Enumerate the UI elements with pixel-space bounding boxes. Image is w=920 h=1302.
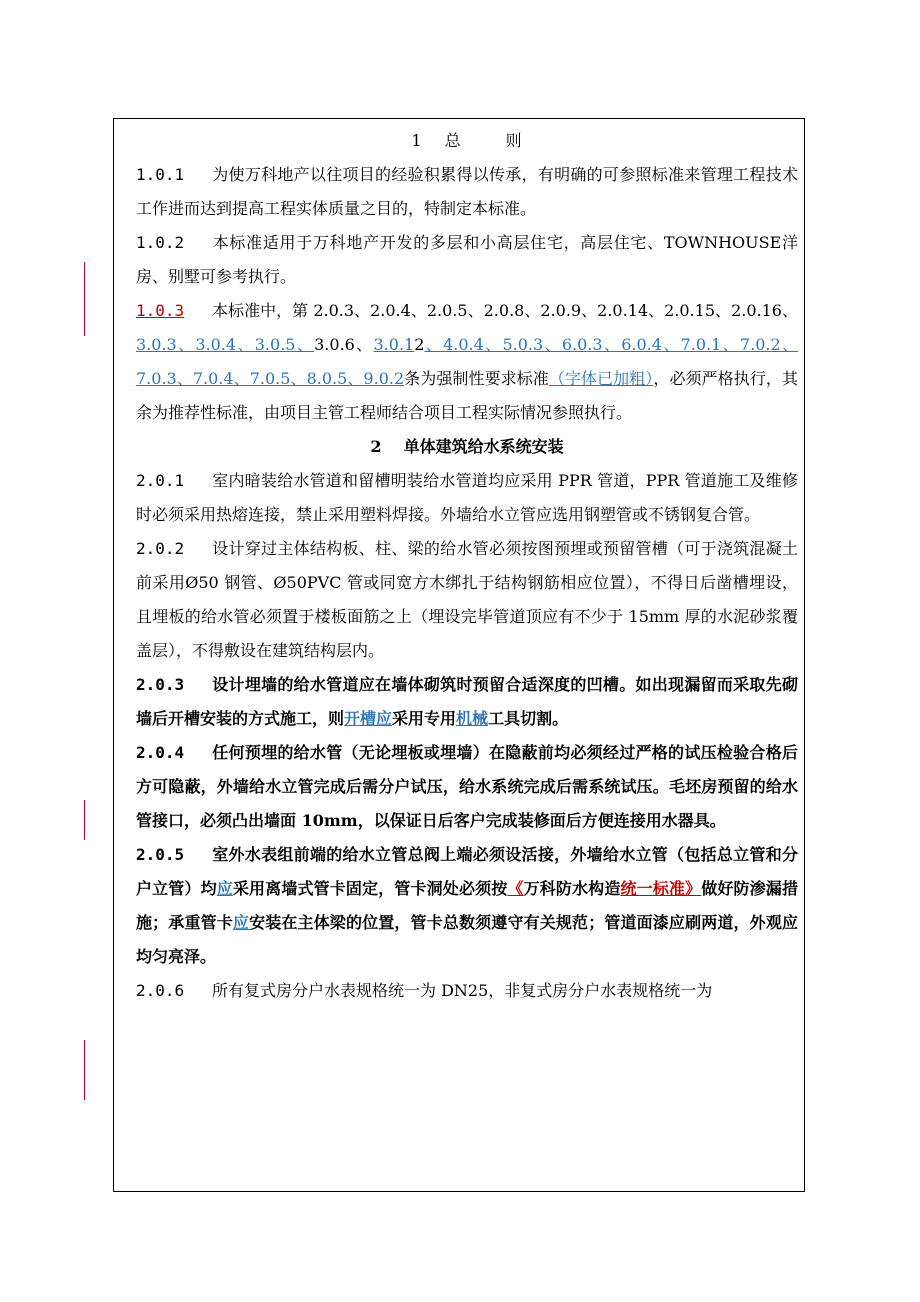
tracked-link[interactable]: 3.0.3、3.0.4、3.0.5、 xyxy=(136,335,315,354)
clause-1-0-1 xyxy=(136,158,798,226)
clause-2-0-3: 2.0.3 设计埋墙的给水管道应在墙体砌筑时预留合适深度的凹槽。如出现漏留而采取先砌墙后开槽安装的方式施工，则开槽应采用专用机械工具切割。 xyxy=(136,668,798,736)
clause-number: 1.0.1 xyxy=(136,165,185,184)
clause-text: 为使万科地产以往项目的经验积累得以传承，有明确的可参照标准来管理工程技术工作进而达到提高工程实体质量之目的，特制定本标准。 xyxy=(136,165,798,218)
tracked-link[interactable]: 应 xyxy=(216,879,233,898)
clause-text: 设计穿过主体结构板、柱、梁的给水管必须按图预埋或预留管槽（可于浇筑混凝土前采用Ø50 钢管、Ø50PVC 管或同宽方木绑扎于结构钢筋相应位置），不得日后凿槽埋设，且埋板的给水管必须置于楼板面筋之上（埋设完毕管道顶应有不少于 15mm 厚的水泥砂浆覆盖层），不得敷设在建筑结构层内。 xyxy=(136,539,798,660)
revision-bar xyxy=(84,262,85,336)
tracked-link[interactable]: 3.0.1 xyxy=(373,335,415,354)
clause-text: 本标准适用于万科地产开发的多层和小高层住宅，高层住宅、TOWNHOUSE洋房、别墅可参考执行。 xyxy=(136,233,798,286)
clause-text: 任何预埋的给水管（无论埋板或埋墙）在隐蔽前均必须经过严格的试压检验合格后方可隐蔽，外墙给水立管完成后需分户试压，给水系统完成后需系统试压。毛坯房预留的给水管接口，必须凸出墙面 10mm，以保证日后客户完成装修面后方便连接用水器具。 xyxy=(136,743,798,830)
tracked-link[interactable]: 开槽应 xyxy=(344,709,393,728)
clause-number: 2.0.4 xyxy=(136,743,185,762)
tracked-change[interactable]: 《 xyxy=(507,879,524,898)
clause-number: 2.0.3 xyxy=(136,675,185,694)
clause-2-0-6 xyxy=(136,974,798,1008)
tracked-link[interactable]: 、4.0.4、5.0.3、6.0.3、6.0.4、7.0.1、7.0.2、7.0.3、7.0.4、7.0.5、8.0.5、9.0.2 xyxy=(136,335,798,388)
revision-bar xyxy=(84,1040,85,1100)
section-2-title: 2 单体建筑给水系统安装 xyxy=(370,437,564,456)
clause-number: 2.0.6 xyxy=(136,981,185,1000)
clause-number: 2.0.2 xyxy=(136,539,185,558)
tracked-change[interactable]: 统一标准》 xyxy=(620,879,702,898)
clause-text: 所有复式房分户水表规格统一为 DN25，非复式房分户水表规格统一为 xyxy=(212,981,713,1000)
clause-2-0-2 xyxy=(136,532,798,668)
tracked-link[interactable]: 应 xyxy=(232,913,250,932)
tracked-link[interactable]: 机械 xyxy=(456,709,489,728)
clause-2-0-4 xyxy=(136,736,798,838)
clause-number: 2.0.1 xyxy=(136,471,185,490)
clause-2-0-1 xyxy=(136,464,798,532)
clause-1-0-2 xyxy=(136,226,798,294)
clause-number: 1.0.2 xyxy=(136,233,185,252)
clause-1-0-3: 1.0.3 本标准中，第 2.0.3、2.0.4、2.0.5、2.0.8、2.0.9、2.0.14、2.0.15、2.0.16、3.0.3、3.0.4、3.0.5、3.0.6、3.0.12、4.0.4、5.0.3、6.0.3、6.0.4、7.0.1、7.0.2、7.0.3、7.0.4、7.0.5、8.0.5、9.0.2条为强制性要求标准（字体已加粗），必须严格执行，其余为推荐性标准，由项目主管工程师结合项目工程实际情况参照执行。 xyxy=(136,294,798,430)
clause-number: 2.0.5 xyxy=(136,845,185,864)
clause-text: 室内暗装给水管道和留槽明装给水管道均应采用 PPR 管道，PPR 管道施工及维修时必须采用热熔连接，禁止采用塑料焊接。外墙给水立管应选用钢塑管或不锈钢复合管。 xyxy=(136,471,798,524)
section-1-title: 1 总 则 xyxy=(411,131,523,150)
tracked-link[interactable]: （字体已加粗） xyxy=(548,369,654,388)
clause-2-0-5: 2.0.5 室外水表组前端的给水立管总阀上端必须设活接，外墙给水立管（包括总立管和分户立管）均应采用离墙式管卡固定，管卡洞处必须按《万科防水构造统一标准》做好防渗漏措施；承重管卡应安装在主体梁的位置，管卡总数须遵守有关规范；管道面漆应刷两道，外观应均匀亮泽。 xyxy=(136,838,798,974)
document-body xyxy=(136,124,798,1008)
clause-number: 1.0.3 xyxy=(136,301,185,320)
revision-bar xyxy=(84,800,85,840)
